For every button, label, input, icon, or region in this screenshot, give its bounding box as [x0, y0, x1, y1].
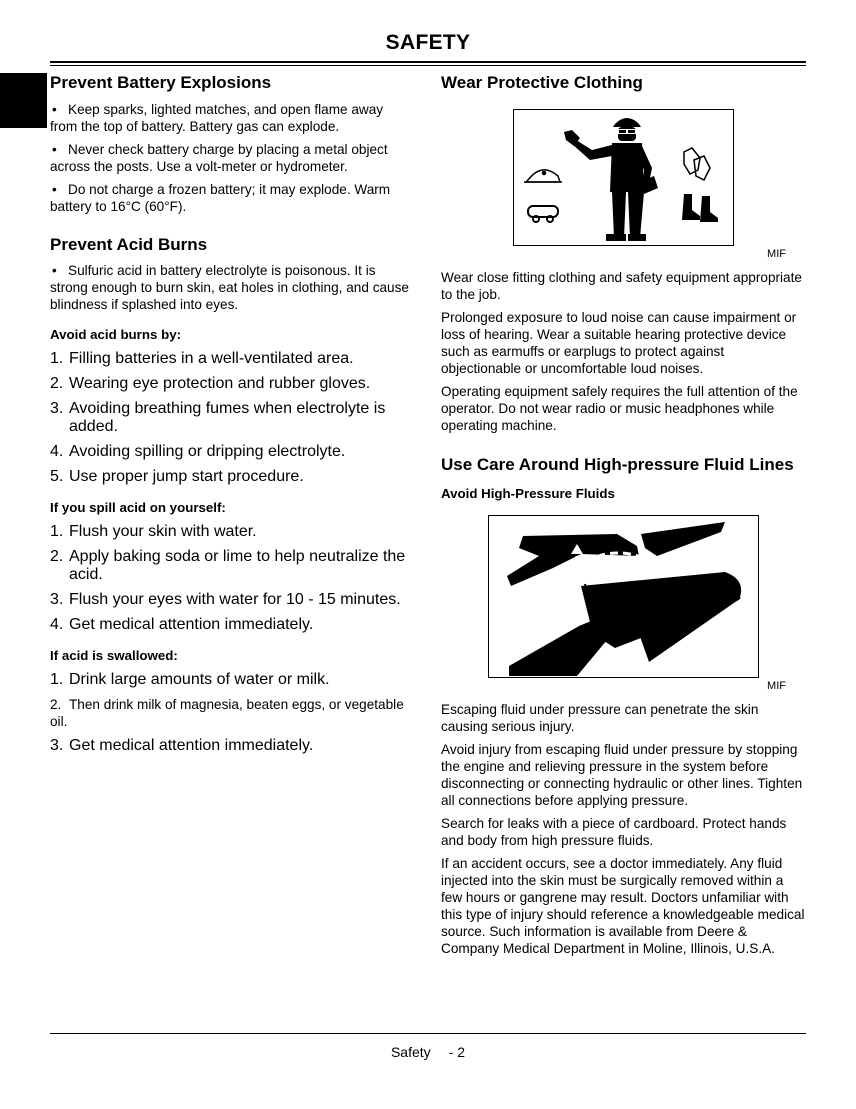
section-tab — [0, 73, 47, 128]
list-item: 2. Then drink milk of magnesia, beaten eggs, or vegetable oil. — [50, 697, 404, 729]
footer-section: Safety — [390, 1044, 431, 1060]
list-item: 4. Get medical attention immediately. — [50, 616, 314, 633]
high-pressure-fluid-figure — [488, 515, 759, 678]
high-pressure-fluid-illustration — [489, 516, 758, 677]
acid-bullet: • Sulfuric acid in battery electrolyte is poisonous. It is strong enough to burn skin, eat holes in clothing, and cause blindness if splashed into eyes. — [50, 263, 409, 312]
page-number: - 2 — [448, 1044, 466, 1060]
avoid-heading: Avoid acid burns by: — [50, 327, 182, 342]
page-title: SAFETY — [385, 31, 471, 54]
list-item: 4. Avoiding spilling or dripping electrolyte. — [50, 443, 346, 460]
figure-caption: MIF — [767, 680, 786, 692]
spill-heading: If you spill acid on yourself: — [50, 500, 226, 515]
page-footer — [0, 1044, 856, 1061]
battery-bullet: • Do not charge a frozen battery; it may explode. Warm battery to 16°C (60°F). — [50, 182, 391, 214]
clothing-paragraph: Prolonged exposure to loud noise can cause impairment or loss of hearing. Wear a suitable hearing protective device such as earmuffs or earplugs to protect against objectionable or uncomfortable loud noises. — [441, 310, 797, 376]
clothing-paragraph: Operating equipment safely requires the full attention of the operator. Do not wear radio or music headphones while operating machine. — [441, 384, 798, 433]
list-item: 3. Avoiding breathing fumes when electrolyte is added. — [50, 400, 386, 435]
clothing-paragraph: Wear close fitting clothing and safety equipment appropriate to the job. — [441, 270, 802, 302]
battery-bullet: • Keep sparks, lighted matches, and open flame away from the top of battery. Battery gas can explode. — [50, 102, 384, 134]
header-rule — [50, 61, 806, 63]
fluid-paragraph: If an accident occurs, see a doctor immediately. Any fluid injected into the skin must be surgically removed within a few hours or gangrene may result. Doctors unfamiliar with this type of injury should reference a knowledgeable medical source. Such information is available from Deere & Company Medical Department in Moline, Illinois, U.S.A. — [441, 856, 805, 956]
fluid-heading: Use Care Around High-pressure Fluid Lines — [441, 455, 794, 474]
footer-rule — [50, 1033, 806, 1034]
fluid-paragraph: Avoid injury from escaping fluid under pressure by stopping the engine and relieving pressure in the system before disconnecting or connecting hydraulic or other lines. Tighten all connections before applying pressure. — [441, 742, 803, 808]
list-item: 1. Filling batteries in a well-ventilated area. — [50, 350, 354, 367]
battery-heading: Prevent Battery Explosions — [50, 73, 272, 92]
acid-heading: Prevent Acid Burns — [50, 235, 208, 254]
figure-caption: MIF — [767, 248, 786, 260]
list-item: 3. Get medical attention immediately. — [50, 737, 314, 754]
clothing-heading: Wear Protective Clothing — [441, 73, 643, 92]
list-item: 1. Drink large amounts of water or milk. — [50, 671, 330, 688]
left-column — [50, 72, 414, 762]
fluid-paragraph: Escaping fluid under pressure can penetrate the skin causing serious injury. — [441, 702, 759, 734]
battery-bullet: • Never check battery charge by placing a metal object across the posts. Use a volt-meter or hydrometer. — [50, 142, 388, 174]
list-item: 2. Apply baking soda or lime to help neutralize the acid. — [50, 548, 406, 583]
list-item: 3. Flush your eyes with water for 10 - 15 minutes. — [50, 591, 401, 608]
list-item: 5. Use proper jump start procedure. — [50, 468, 304, 485]
swallow-heading: If acid is swallowed: — [50, 648, 178, 663]
fluid-subheading: Avoid High-Pressure Fluids — [441, 486, 615, 501]
protective-clothing-figure — [513, 109, 734, 246]
protective-clothing-illustration — [514, 110, 733, 245]
right-column — [441, 72, 807, 957]
header-rule-thin — [50, 65, 806, 66]
list-item: 1. Flush your skin with water. — [50, 523, 257, 540]
list-item: 2. Wearing eye protection and rubber gloves. — [50, 375, 371, 392]
fluid-paragraph: Search for leaks with a piece of cardboard. Protect hands and body from high pressure fluids. — [441, 816, 787, 848]
